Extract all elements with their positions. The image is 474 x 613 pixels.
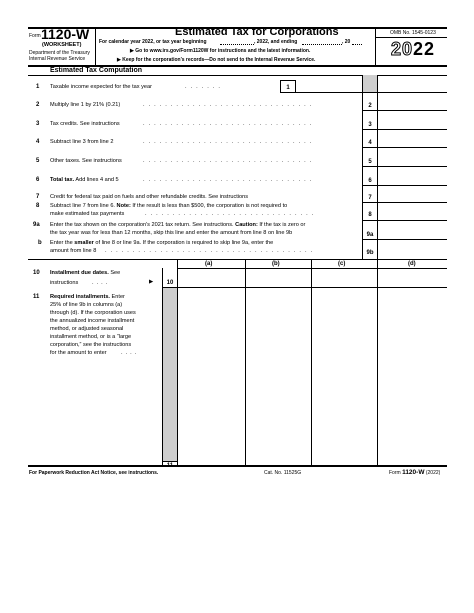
goto-line: ▶ Go to www.irs.gov/Form1120W for instructions and the latest information.	[130, 48, 311, 54]
catalog-number: Cat. No. 11525G	[264, 470, 302, 476]
dept-irs: Internal Revenue Service	[29, 56, 86, 62]
paperwork-notice: For Paperwork Reduction Act Notice, see instructions.	[29, 470, 159, 476]
tax-year: 2022	[391, 39, 436, 59]
line-8-amount[interactable]	[378, 203, 446, 220]
omb-number: OMB No. 1545-0123	[390, 30, 436, 36]
dept-treasury: Department of the Treasury	[29, 50, 90, 56]
line-10-col-b[interactable]	[246, 269, 310, 287]
line-11-col-a[interactable]	[178, 288, 244, 464]
line-1-amount[interactable]	[296, 80, 361, 92]
line-9b-amount[interactable]	[378, 240, 446, 258]
col-b-header: (b)	[272, 261, 280, 267]
shaded-cell	[163, 288, 177, 461]
line-3-amount[interactable]	[378, 111, 446, 129]
tax-year-end-year-field[interactable]	[352, 44, 362, 45]
footer-form-id: Form 1120-W (2022)	[389, 469, 441, 476]
form-number: 1120-W	[41, 26, 90, 42]
line-4-amount[interactable]	[378, 130, 446, 147]
section-title: Estimated Tax Computation	[50, 67, 143, 74]
line-10-col-a[interactable]	[178, 269, 244, 287]
line-10-col-d[interactable]	[378, 269, 446, 287]
tax-year-begin-field[interactable]	[220, 44, 254, 45]
form-word: Form	[29, 33, 41, 39]
line-2-amount[interactable]	[378, 93, 446, 110]
line-9a-amount[interactable]	[378, 221, 446, 239]
col-d-header: (d)	[408, 261, 416, 267]
line-10-col-c[interactable]	[312, 269, 376, 287]
line-11-col-c[interactable]	[312, 288, 376, 464]
tax-year-line: For calendar year 2022, or tax year beginning	[99, 39, 207, 45]
shaded-cell	[362, 75, 377, 92]
form-title: Estimated Tax for Corporations	[175, 26, 339, 38]
worksheet-label: (WORKSHEET)	[42, 42, 82, 48]
col-c-header: (c)	[338, 261, 346, 267]
tax-year-end-field[interactable]	[302, 44, 342, 45]
line-7-amount[interactable]	[378, 186, 446, 202]
col-a-header: (a)	[205, 261, 213, 267]
line-6-amount[interactable]	[378, 167, 446, 185]
line-11-col-d[interactable]	[378, 288, 446, 464]
line-11-col-b[interactable]	[246, 288, 310, 464]
keep-line: ▶ Keep for the corporation's records—Do not send to the Internal Revenue Service.	[117, 57, 316, 63]
line-5-amount[interactable]	[378, 148, 446, 166]
